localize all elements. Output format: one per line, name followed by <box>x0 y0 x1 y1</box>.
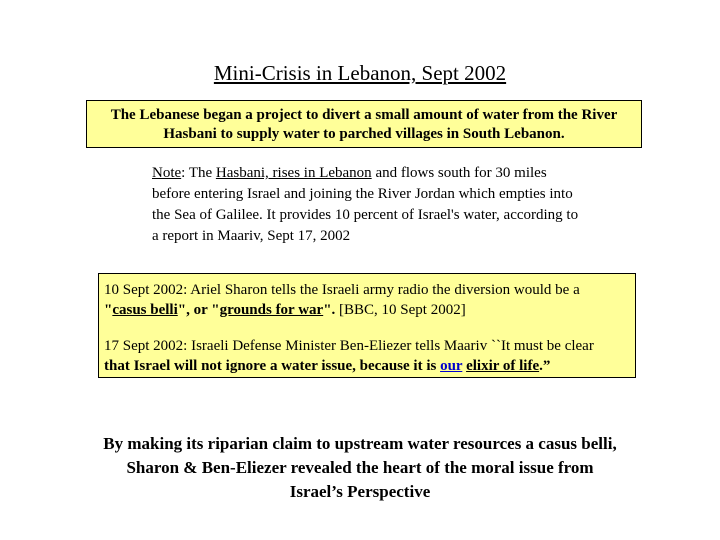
quote-open: " <box>104 302 113 318</box>
quote-mid: ", or " <box>177 302 220 318</box>
our-text: our <box>440 358 463 374</box>
quote-ben-eliezer-line-1: 17 Sept 2002: Israeli Defense Minister Ben-Eliezer tells Maariv ``It must be clear <box>104 338 594 354</box>
note-line-2: before entering Israel and joining the River Jordan which empties into <box>152 186 573 202</box>
elixir-of-life-text: elixir of life <box>466 358 540 374</box>
grounds-for-war-text: grounds for war <box>219 302 324 318</box>
note-line-4: a report in Maariv, Sept 17, 2002 <box>152 228 351 244</box>
summary-line-1: The Lebanese began a project to divert a small amount of water from the River <box>110 107 618 123</box>
note-colon: : The <box>181 165 216 181</box>
note-paragraph <box>152 163 622 247</box>
summary-line-2: Hasbani to supply water to parched villages in South Lebanon. <box>163 126 565 142</box>
note-underlined-text: Hasbani, rises in Lebanon <box>215 165 372 181</box>
quote-sharon <box>104 280 630 320</box>
quotes-box <box>98 273 636 378</box>
conclusion-line-2: Sharon & Ben-Eliezer revealed the heart of the moral issue from <box>126 458 594 477</box>
note-label: Note <box>152 165 182 181</box>
quote-sharon-line-2 <box>104 300 630 320</box>
quote-end: .” <box>539 358 551 374</box>
note-line-1-rest: and flows south for 30 miles <box>371 165 547 181</box>
summary-box <box>86 100 642 148</box>
quote-source: [BBC, 10 Sept 2002] <box>339 302 466 318</box>
note-line-3: the Sea of Galilee. It provides 10 percent of Israel's water, according to <box>152 207 579 223</box>
conclusion-line-3: Israel’s Perspective <box>289 482 431 501</box>
quote-sharon-line-1: 10 Sept 2002: Ariel Sharon tells the Israeli army radio the diversion would be a <box>104 282 580 298</box>
note-line-1 <box>152 163 622 184</box>
quote-ben-eliezer <box>104 336 630 376</box>
quote-close: ". <box>323 302 340 318</box>
conclusion-text <box>0 432 720 504</box>
page-title: Mini-Crisis in Lebanon, Sept 2002 <box>213 61 507 85</box>
quote-ben-eliezer-line-2 <box>104 356 630 376</box>
quote-ben-eliezer-bold: that Israel will not ignore a water issue, because it is <box>104 358 441 374</box>
conclusion-line-1: By making its riparian claim to upstream water resources a casus belli, <box>103 434 617 453</box>
casus-belli-text: casus belli <box>112 302 178 318</box>
